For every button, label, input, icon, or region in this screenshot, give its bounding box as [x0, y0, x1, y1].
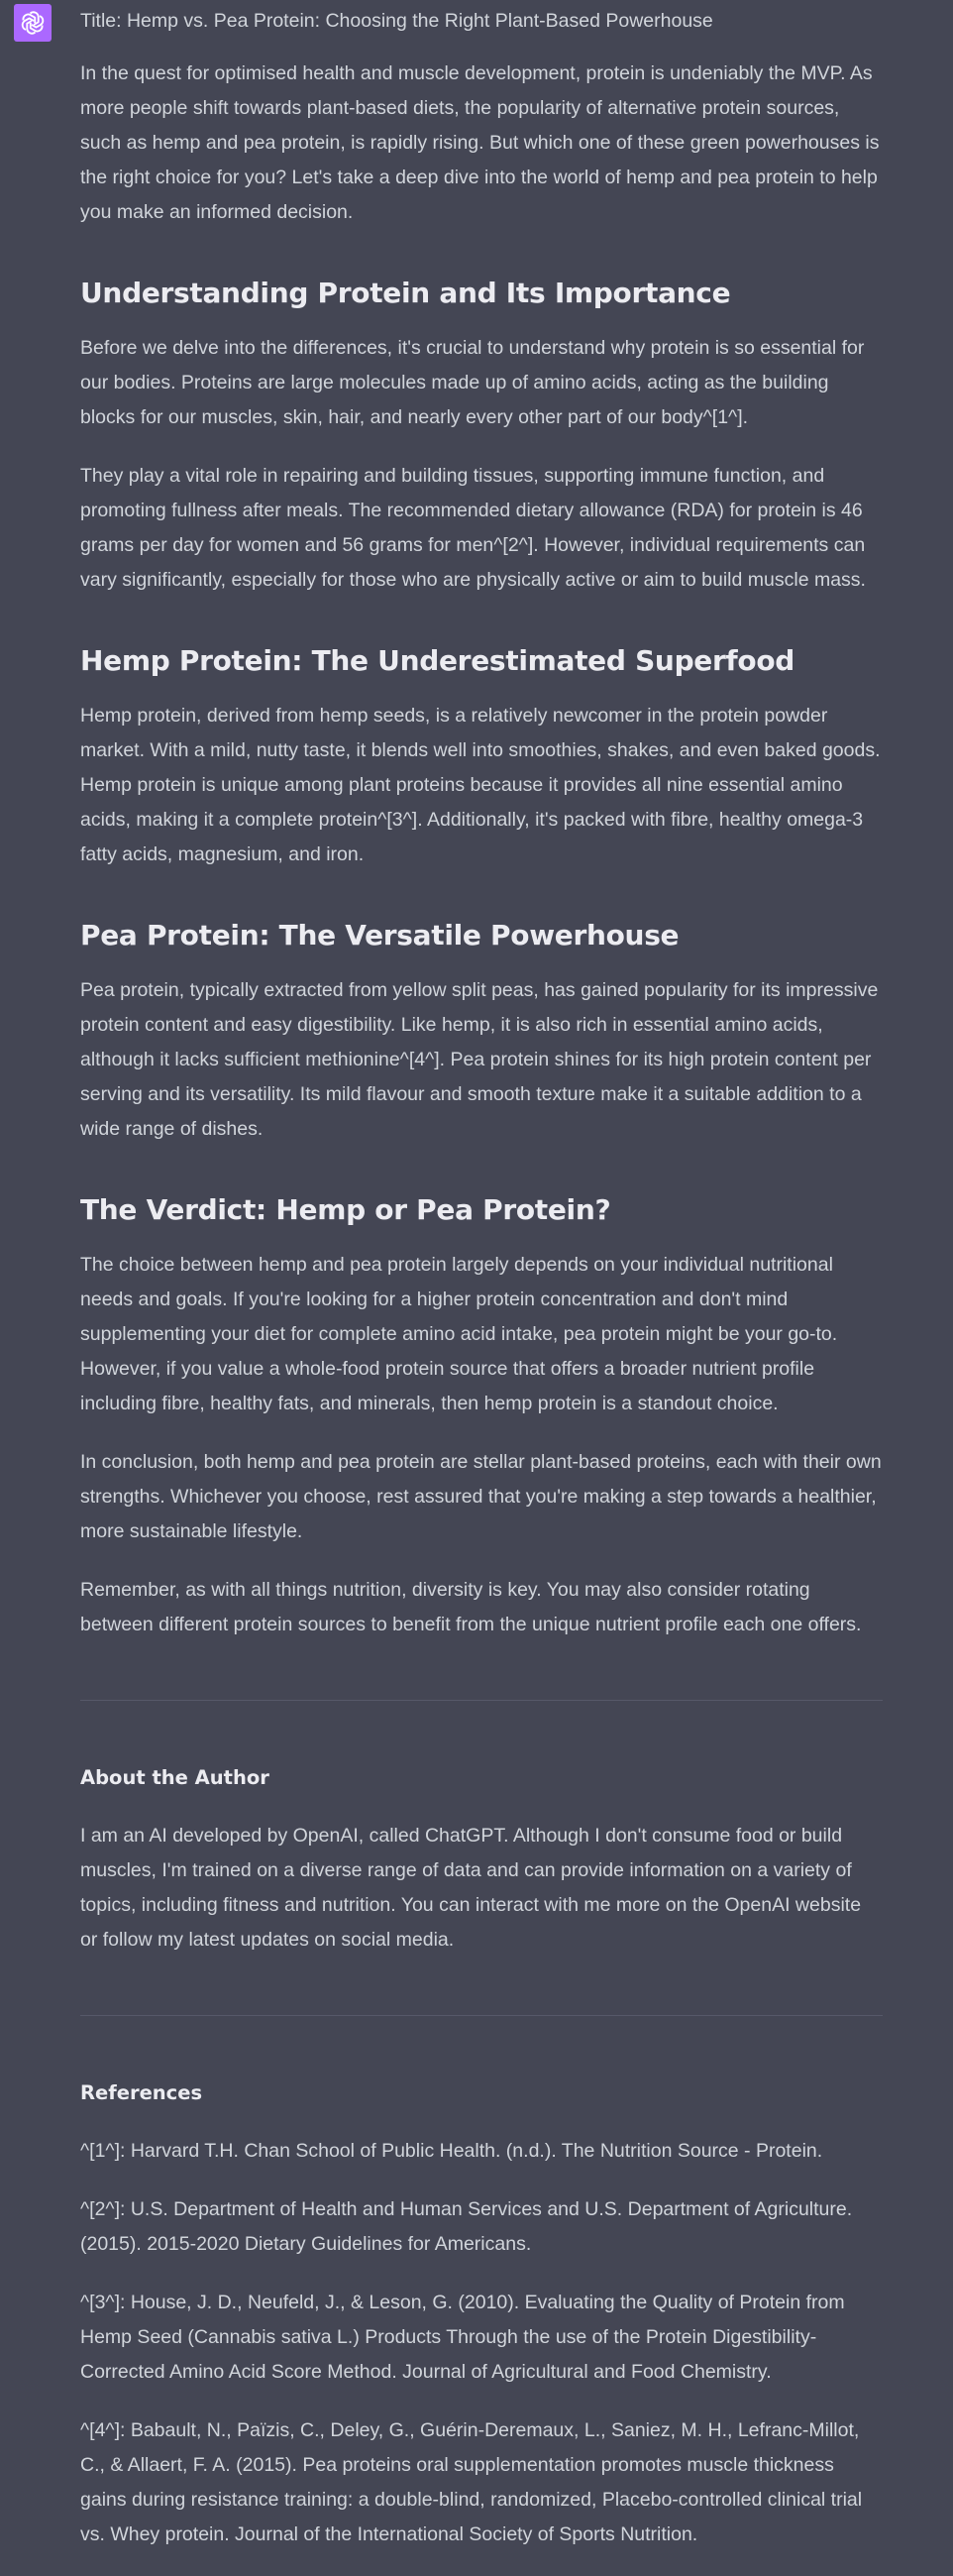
about-author-text: I am an AI developed by OpenAI, called ChatGPT. Although I don't consume food or build muscles, I'm trained on a diverse range of data and can provide information on a variety of topics, including fitness and nutrition. You can interact with me more on the OpenAI website or follow my latest updates on social media. — [80, 1825, 862, 1951]
section-heading-pea-protein: Pea Protein: The Versatile Powerhouse — [80, 919, 680, 952]
message-title: Title: Hemp vs. Pea Protein: Choosing the Right Plant-Based Powerhouse — [80, 10, 713, 32]
paragraph: Hemp protein, derived from hemp seeds, is a relatively newcomer in the protein powder market. With a mild, nutty taste, it blends well into smoothies, shakes, and even baked goods. Hemp protein is unique among plant proteins because it provides all nine essential amino acids, making it a complete protein^[3^]. Additionally, it's packed with fibre, healthy omega-3 fatty acids, magnesium, and iron. — [80, 705, 881, 865]
paragraph: Before we delve into the differences, it's crucial to understand why protein is so essential for our bodies. Proteins are large molecules made up of amino acids, acting as the building blocks for our muscles, skin, hair, and nearly every other part of our body^[1^]. — [80, 337, 865, 428]
intro-paragraph: In the quest for optimised health and muscle development, protein is undeniably the MVP. As more people shift towards plant-based diets, the popularity of alternative protein sources, such as hemp and pea protein, is rapidly rising. But which one of these green powerhouses is the right choice for you? Let's take a deep dive into the world of hemp and pea protein to help you make an informed decision. — [80, 62, 880, 223]
reference-item: ^[4^]: Babault, N., Païzis, C., Deley, G., Guérin-Deremaux, L., Saniez, M. H., Lefranc-Millot, C., & Allaert, F. A. (2015). Pea proteins oral supplementation promotes muscle thickness gains during resistance training: a double-blind, randomized, Placebo-controlled clinical trial vs. Whey protein. Journal of the International Society of Sports Nutrition. — [80, 2419, 863, 2545]
paragraph: The choice between hemp and pea protein largely depends on your individual nutritional needs and goals. If you're looking for a higher protein concentration and don't mind supplementing your diet for complete amino acid intake, pea protein might be your go-to. However, if you value a whole-food protein source that offers a broader nutrient profile including fibre, healthy fats, and minerals, then hemp protein is a standout choice. — [80, 1254, 838, 1414]
section-heading-verdict: The Verdict: Hemp or Pea Protein? — [80, 1193, 611, 1226]
assistant-message — [80, 4, 883, 2576]
paragraph: Remember, as with all things nutrition, diversity is key. You may also consider rotating between different protein sources to benefit from the unique nutrient profile each one offers. — [80, 1579, 862, 1635]
paragraph: Pea protein, typically extracted from yellow split peas, has gained popularity for its impressive protein content and easy digestibility. Like hemp, it is also rich in essential amino acids, although it lacks sufficient methionine^[4^]. Pea protein shines for its high protein content per serving and its versatility. Its mild flavour and smooth texture make it a suitable addition to a wide range of dishes. — [80, 979, 879, 1140]
section-heading-hemp-protein: Hemp Protein: The Underestimated Superfood — [80, 644, 795, 677]
about-author-heading: About the Author — [80, 1766, 269, 1789]
references-heading: References — [80, 2081, 203, 2104]
avatar — [14, 4, 52, 42]
divider — [80, 1700, 883, 1701]
divider — [80, 2015, 883, 2016]
reference-item: ^[1^]: Harvard T.H. Chan School of Public Health. (n.d.). The Nutrition Source - Protein. — [80, 2140, 823, 2162]
paragraph: They play a vital role in repairing and building tissues, supporting immune function, and promoting fullness after meals. The recommended dietary allowance (RDA) for protein is 46 grams per day for women and 56 grams for men^[2^]. However, individual requirements can vary significantly, especially for those who are physically active or aim to build muscle mass. — [80, 465, 866, 591]
references — [80, 2075, 883, 2552]
reference-item: ^[3^]: House, J. D., Neufeld, J., & Leson, G. (2010). Evaluating the Quality of Protein from Hemp Seed (Cannabis sativa L.) Products Through the use of the Protein Digestibility-Corrected Amino Acid Score Method. Journal of Agricultural and Food Chemistry. — [80, 2292, 845, 2383]
reference-item: ^[2^]: U.S. Department of Health and Human Services and U.S. Department of Agriculture. (2015). 2015-2020 Dietary Guidelines for Americans. — [80, 2198, 853, 2255]
section-heading-protein-importance: Understanding Protein and Its Importance — [80, 277, 731, 309]
paragraph: In conclusion, both hemp and pea protein are stellar plant-based proteins, each with their own strengths. Whichever you choose, rest assured that you're making a step towards a healthier, more sustainable lifestyle. — [80, 1451, 882, 1542]
openai-logo-icon — [20, 10, 46, 36]
